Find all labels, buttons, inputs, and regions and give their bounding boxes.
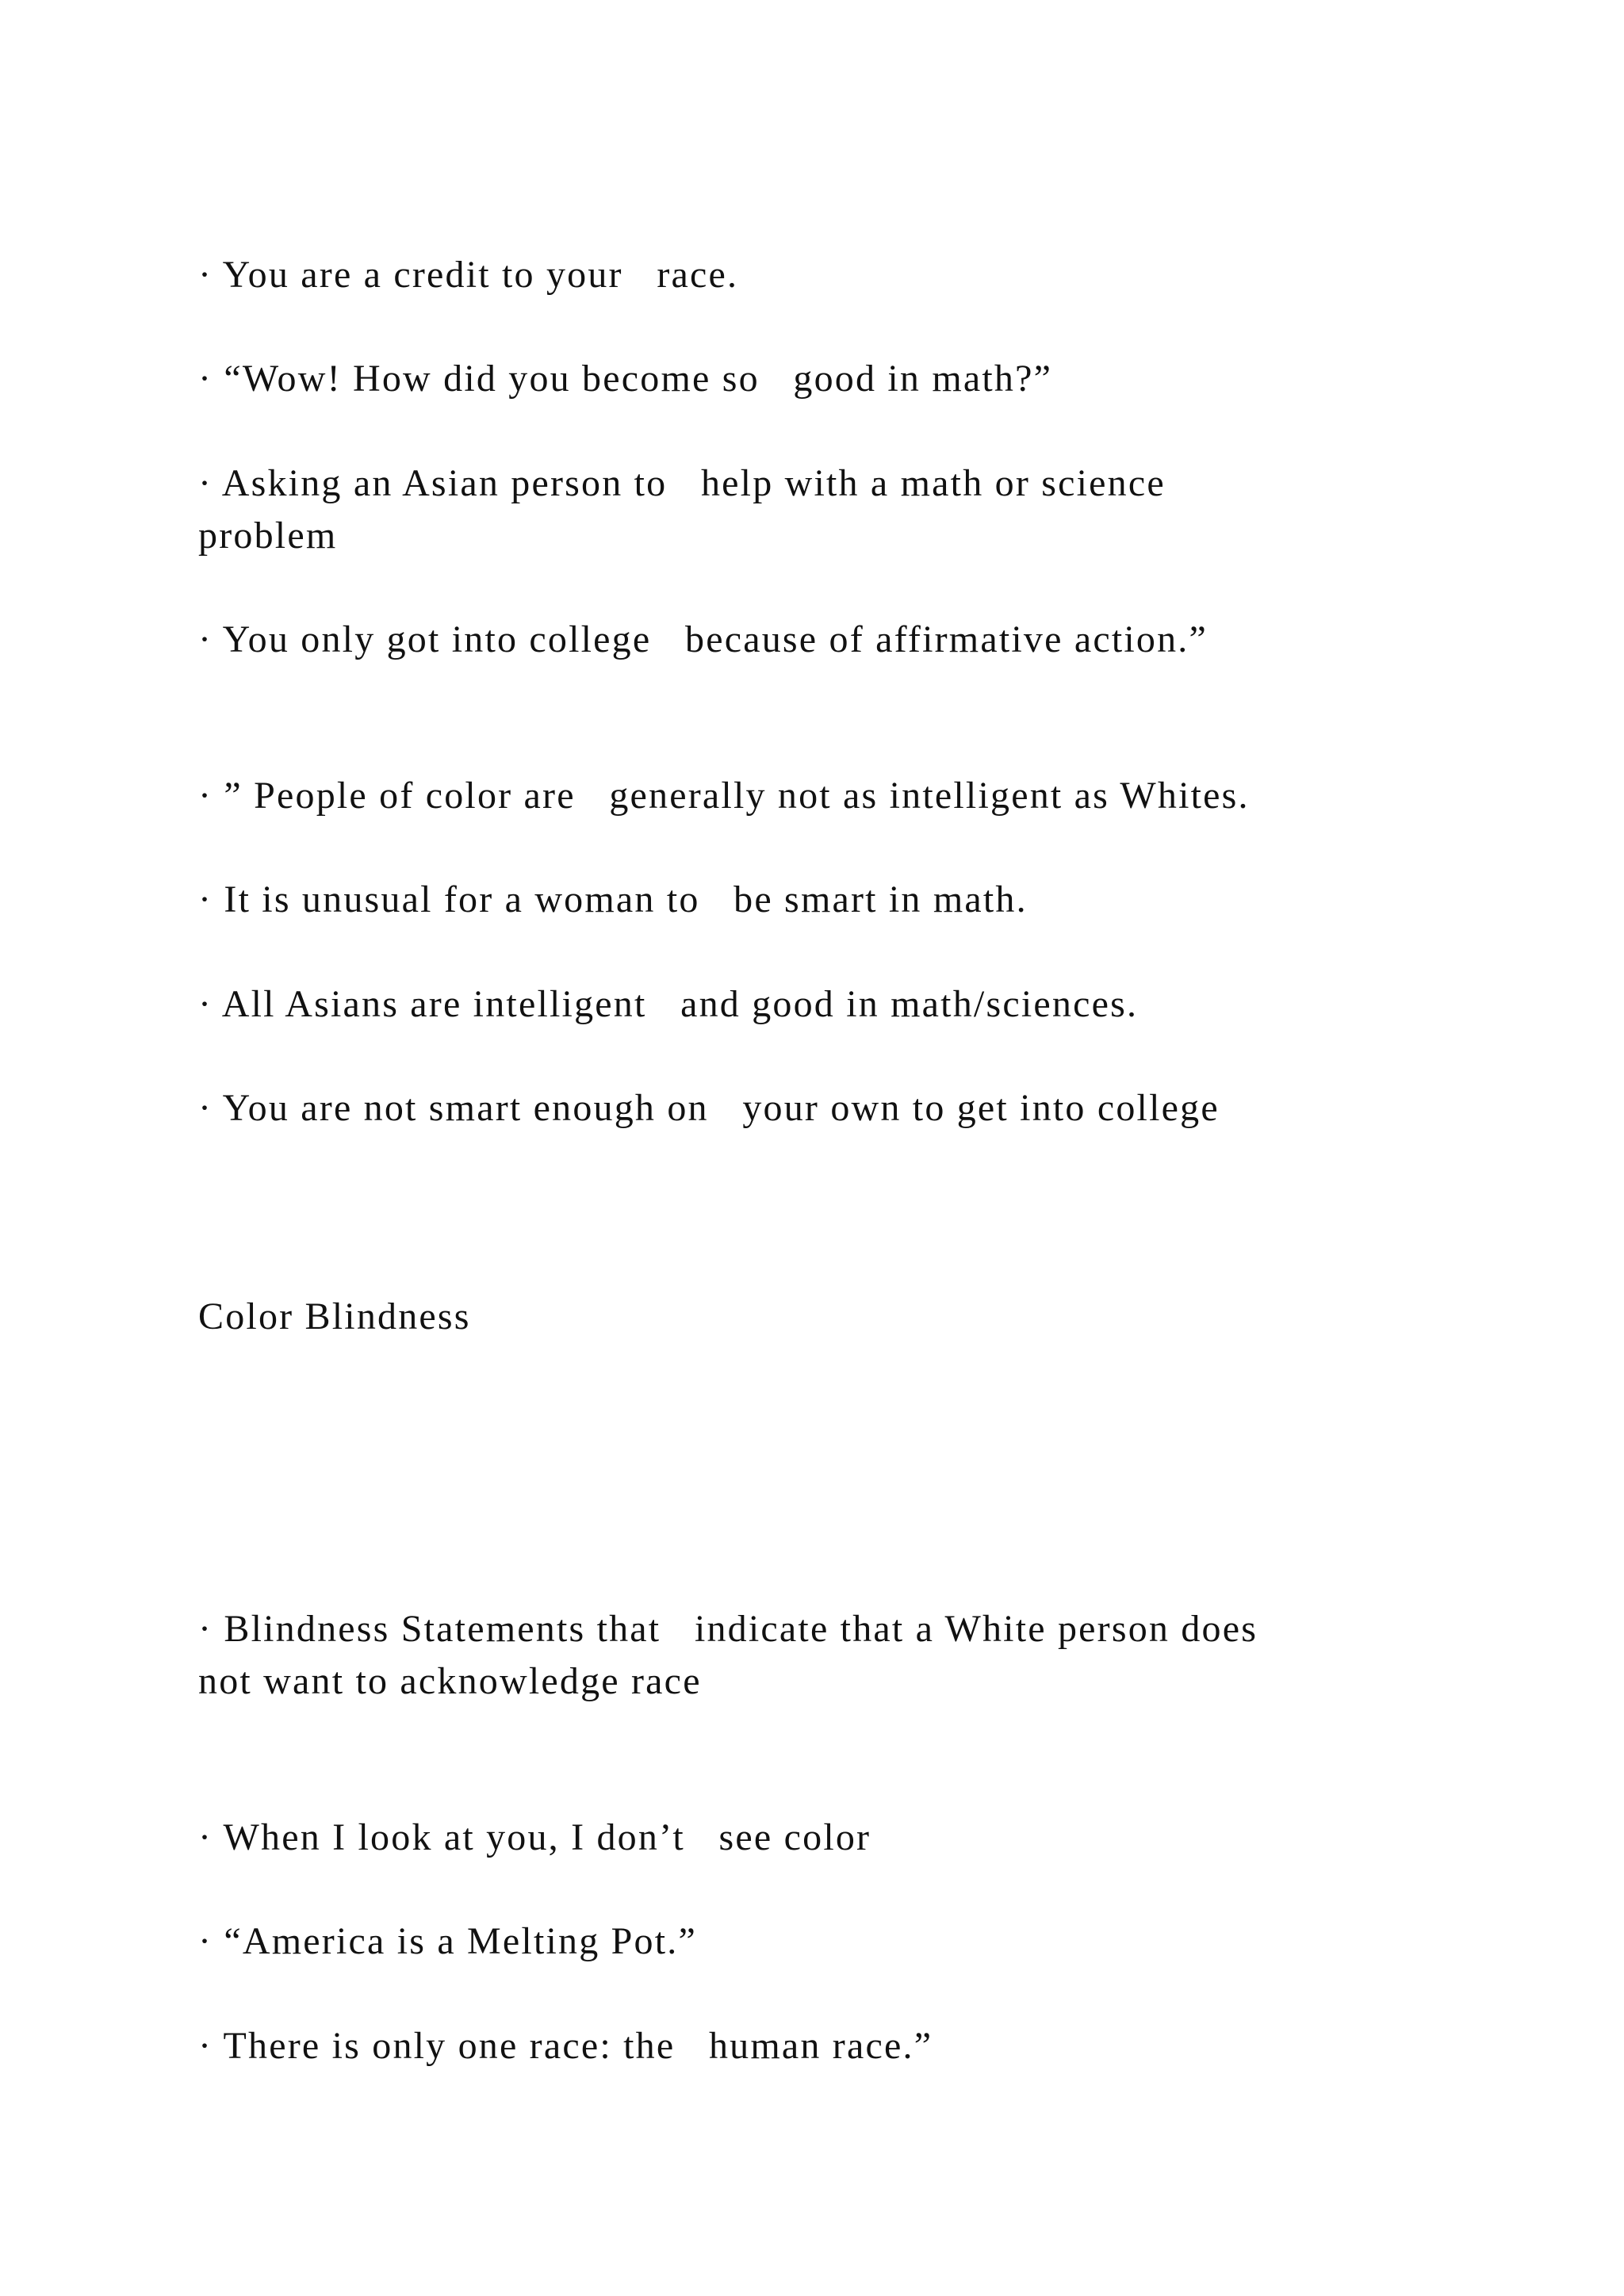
bullet-item: · “Wow! How did you become so good in math?”: [198, 358, 1053, 400]
bullet-item: · It is unusual for a woman to be smart in math.: [198, 878, 1028, 920]
bullet-item: · Asking an Asian person to help with a math or science problem: [198, 462, 1166, 557]
bullet-item: · “America is a Melting Pot.”: [198, 1920, 697, 1962]
bullet-item: · You are not smart enough on your own to get into college: [198, 1087, 1220, 1129]
bullet-item: · You are a credit to your race.: [198, 254, 739, 296]
bullet-item: · There is only one race: the human race.”: [198, 2025, 933, 2067]
bullet-item: · Blindness Statements that indicate that a White person does not want to acknowledge race: [198, 1608, 1258, 1702]
bullet-item: · When I look at you, I don’t see color: [198, 1816, 871, 1858]
bullet-item: · All Asians are intelligent and good in math/sciences.: [198, 983, 1139, 1025]
section-heading: Color Blindness: [198, 1295, 471, 1337]
bullet-item: · ” People of color are generally not as intelligent as Whites.: [198, 775, 1250, 817]
bullet-item: · You only got into college because of affirmative action.”: [198, 618, 1208, 660]
